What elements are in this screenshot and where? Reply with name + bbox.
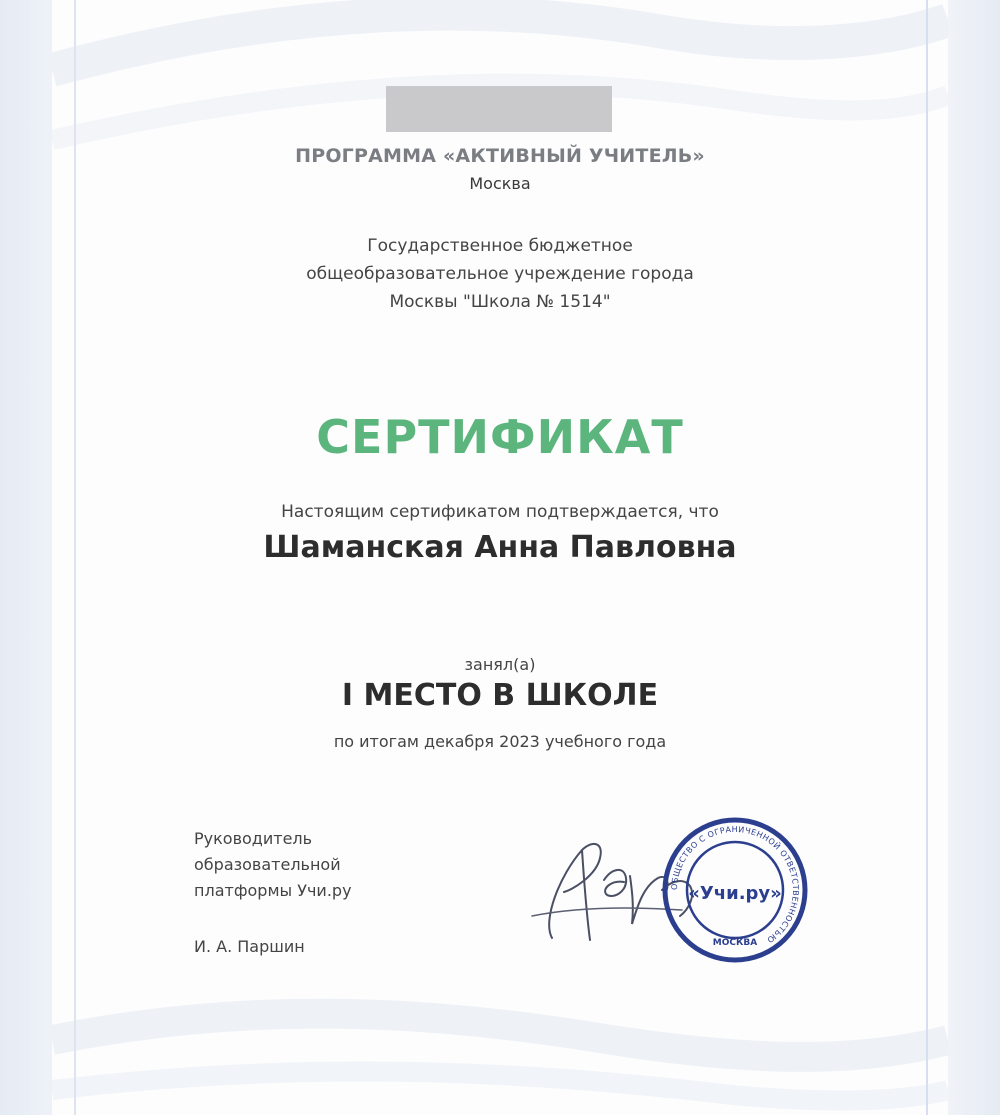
- signatory-role-line: Руководитель: [194, 829, 313, 848]
- place-text: I МЕСТО В ШКОЛЕ: [341, 678, 659, 713]
- took-text: занял(а): [464, 655, 536, 674]
- signatory-role-line: платформы Учи.ру: [194, 881, 352, 900]
- confirm-text: Настоящим сертификатом подтверждается, что: [281, 502, 719, 522]
- frame-left: [0, 0, 52, 1115]
- organization-line: Государственное бюджетное: [367, 236, 633, 256]
- certificate-sheet: [52, 0, 948, 1115]
- person-name: Шаманская Анна Павловна: [263, 530, 737, 565]
- organization-line: общеобразовательное учреждение города: [306, 264, 694, 284]
- company-stamp: [660, 815, 810, 965]
- program-title: ПРОГРАММА «АКТИВНЫЙ УЧИТЕЛЬ»: [295, 145, 705, 167]
- stamp-bottom-text: МОСКВА: [712, 938, 758, 948]
- frame-right: [948, 0, 1000, 1115]
- signatory-role: [194, 826, 352, 904]
- city-label: Москва: [469, 174, 531, 193]
- organization-line: Москвы "Школа № 1514": [389, 292, 611, 312]
- redacted-block: [386, 86, 612, 132]
- period-text: по итогам декабря 2023 учебного года: [333, 732, 667, 751]
- certificate-title: СЕРТИФИКАТ: [316, 410, 684, 464]
- stamp-ring-text: ОБЩЕСТВО С ОГРАНИЧЕННОЙ ОТВЕТСТВЕННОСТЬЮ: [669, 824, 801, 945]
- organization-name: [52, 232, 948, 316]
- stamp-center-text: «Учи.ру»: [688, 883, 782, 904]
- signatory-name: И. А. Паршин: [194, 937, 305, 956]
- signatory-role-line: образовательной: [194, 855, 341, 874]
